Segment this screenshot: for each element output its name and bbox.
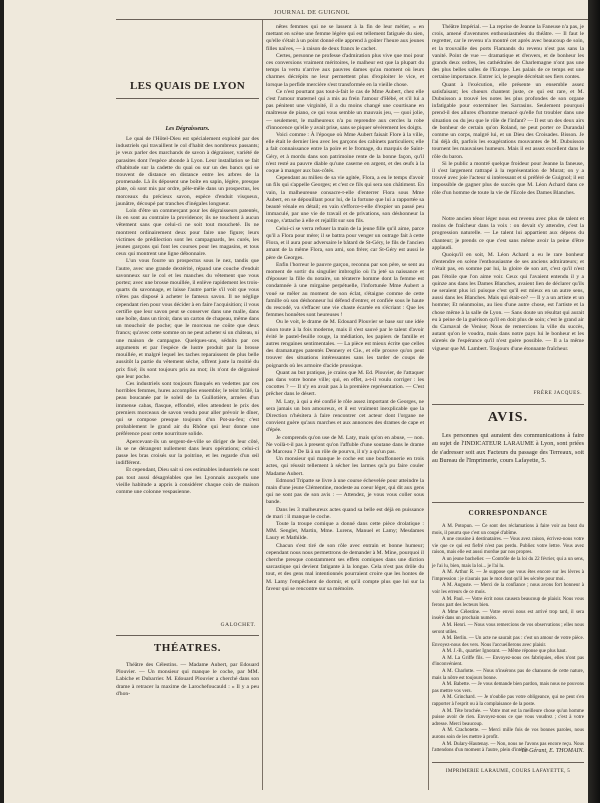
article-paragraph: Apercevant-ils un sergent-de-ville se diriger de leur côté, ils se ne dérangent nullement dans leurs opérations; celui-ci passe les bras croisés sur la poitrine, et les regarde d'un œil indifférent. <box>116 438 259 467</box>
theatres-title: THÉATRES. <box>153 642 222 654</box>
imperial-paragraph: Quant à l'exécution, elle présente un ensemble assez satisfaisant; les chœurs chantent juste, ce qui est rare, et M. Dubuisson a trouvé les notes les plus profondes de son organe infatigable pour exterminer les Sarrasins. Seulement pourquoi prend-il des allures d'homme menacé qu'elle fut troubler dans une situation ou du jeu que le rôle de l'infant? — Il est un des deux airs de bonheur de certain qu'on Roland, ne peut porter ce Durandal comme un corps, malgré lui, et un Dieu des Croisades. Bisson. Je l'ai déjà dit, parfois les exagérations mouvantes de M. Dubuisson tournent les mauvaises humeurs. Mais il est assez excellent dans le rôle du baron. <box>432 81 584 160</box>
correspondance-item: A M. Henri. — Nous vous remercions de vos observations ; elles nous seront utiles. <box>432 622 584 635</box>
section-rule <box>116 635 259 636</box>
avis-rule <box>432 404 584 405</box>
column-divider-2 <box>428 20 429 790</box>
imperial-paragraph: Si le public a montré quelque froideur pour Jeanne la faneuse, il s'est largement rattrapé à la représentation de Murat; on y a trouvé avec joie l'acteur si intéressant et si préféré de Guignol; il est impossible de gagner plus de succès que M. Léon Achard dans ce rôle d'un homme de toute la vie de l'Ecole des Dames Blanches. <box>432 160 584 196</box>
theatre-review <box>266 24 424 790</box>
header-rule <box>116 19 588 20</box>
theatres-intro <box>116 662 259 790</box>
article-signature: GALOCHET. <box>220 622 256 628</box>
correspondance-item: A M. Arthur R. — Je suppose que vous êtes encore sur les lèvres à l'impression : je n'aurais pas le mot dont qu'il les sécrète pour moi. <box>432 570 584 582</box>
correspondance-title: CORRESPONDANCE <box>468 509 548 517</box>
review-signature: FRÈRE JACQUES. <box>533 390 582 396</box>
binding-edge <box>588 0 600 803</box>
gerant-signature: Le Gérant, E. THOMAIN. <box>521 748 584 754</box>
correspondance-item: A M. Paul. — Votre écrit nous causera beaucoup de plaisir. Nous vous ferons part des lecteurs bien. <box>432 596 584 609</box>
correspondance-item: A M. Potopun. — Ce sont des réclamations à faire voir au bout du mois, il pourra que c'est un coupé d'abîme. <box>432 524 584 536</box>
review-paragraph: Edmond Tripatte se livre à une course échevelée pour atteindre la main d'une jeune Clémentine, modeste au coeur léger, qui dit aux gens qui ne sont pas de son avis : — Attendez, je vous vous coller sous bande. <box>266 477 424 506</box>
article-paragraph: Le quai de l'Hôtel-Dieu est spécialement exploité par des industriels qui travaillent le col d'habit des nombreux passants; je veux parler des marchands de savon à dégraisser, variété de parasites dont l'espèce abonde à Lyon. Leur installation se fait d'habitude sur la cadette du quai ou sur un des bancs qui se trouvent de distance en distance entre les arbres de la promenade. Là ils déposent une boîte en sapin, légère, presque plate, où sont mis par ordre, pêle-mêle dans un prospectus, les morceaux du précieux savon, espèce d'enduit visqueux, jaunâtre, découpé par tranches d'inégales longueur. <box>116 136 259 207</box>
article-paragraph: Loin d'être un commerçant pour les dégraisseurs patentés, ils en sont au contraire la providence; ils ne touchent à aucun vêtement sans que celui-ci ne soit tout moucheté. Ils ne montrent ordinairement deux pour faire une figure; leurs victimes de prédilection sont les campagnards, les curés, les jeunes garçons qui font les courses pour les magasins, et tous ceux qui montrent une ligne débonnaire. <box>116 208 259 258</box>
review-paragraph: Enfin l'horreur le pauvre garçon, reconnu par son père, se sent au moment de sortir du singulier imbroglio où l'a jeté sa naissance et d'épouser la fille du notaire, un tératerre homme dont la femme est condamnée à une mirgaine perpétuelle, l'infortunée Mme Aubert a voué se mêler au moment de son éclat, s'étaigne comme de cette famille où son déshonneur lui défend d'entrer, et confiée sous le haute du rescodé, va s'effacer une vie chaste écartée en s'écriant : Que les femmes honnêtes sont heureuses ! <box>266 261 424 319</box>
review-paragraph: Chacun s'est tiré de son rôle avec entrain et bonne humeur; cependant nous nous permettrons de demander à M. Mine, pourquoi il cherche presque constamment ses effets comiques dans une diction sarcastique qui devient fatigante à la longue. Cela n'est pas drôle du tout, et des gens mal intentionnés pourraient croire que les hontes de M. Lamy l'empêchent de dormir, et qu'il compte plus que lui sur la faveur qui se rencontre sur sa mémoire. <box>266 542 424 592</box>
review-paragraph: Celui-ci se verra refuser la main de la jeune fille qu'il aime, parce qu'il a Flora pour mère; il se battra pour venger un outrage fait à cette Flora, et il aura pour adversaire le bâtard de St-Géry, le fils de l'ancien amant de la même Flora, son ami, son frère; car St-Géry est aussi le père de Georges. <box>266 225 424 261</box>
review-paragraph: Certes, personne ne professe d'admiration plus vive que moi pour ces conversions vraiment méritoires, le malheur est que la plupart du temps la vertu n'arrive aux pauvres dames qu'au moment où leurs charmes décrépits ne leur permettent plus d'exploiter le vice, et lorsque la perfide mercière s'est transformée en la vieille chose. <box>266 52 424 88</box>
correspondance-item: A Mme Célestine. — Votre envoi nous est arrivé trop tard, il sera inséré dans un prochain numéro. <box>432 609 584 622</box>
footer-rule <box>432 762 584 763</box>
theatre-imperial <box>432 24 584 214</box>
printer-line: IMPRIMERIE LARAUME, COURS LAFAYETTE, 5 <box>445 768 571 774</box>
article-title: LES QUAIS DE LYON <box>129 80 246 92</box>
correspondance-item: A M. La Griffe fils. — Envoyez-nous ces fabriquies, elles n'ont pas d'inconvénient. <box>432 655 584 668</box>
review-paragraph: Voici comme : À l'époque où Mme Aubert faisait Flore à la ville, elle était le dernier lieu avec les garçons des cabinets particuliers; elle a fait connaissance entre la poire et le fromage, du marquis de Saint-Géry, et à mordu dans son patrimoine rente de la bonne façon, qu'il n'est resté au pauvre diable qu'une caserne en argent, et des œufs à la coque à manger aux bas-côtés. <box>266 132 424 175</box>
imperial-paragraph: Théâtre Impérial. — La reprise de Jeanne la Faneuse n'a pas, je crois, amené d'aventures enthousiasmées du théâtre. — Il faut le regretter, car le revenu n'a montré cet après avec beaucoup de soin, et la trouvaille des ports Flamands du revenu n'est pas sans la vanité. Point de vue — dramatique et d'envers, et de bonheur les grands deux ordres, les cathédrales de Charlemagne n'ont pas une des plus belles salles de l'Europe. Les palais de ce temps est une certaine importance. Entrer ici, le peuple décrétait ses fiers contes. <box>432 24 584 81</box>
achard-review <box>432 216 584 388</box>
journal-title: JOURNAL DE GUIGNOL <box>274 9 350 16</box>
article-body <box>116 136 259 618</box>
correspondance-item: A M. Grinchard. — Je n'oublie pas votre obligeance, qui ne peut s'en rapporter à l'esprit ou à la complaisance de la poste. <box>432 695 584 708</box>
correspondance-item: A un jeune bachelier. — Contrôle de la loi du 22 février, qui a un sens, je l'ai lu, bien, mais la loi... je l'ai lu. <box>432 556 584 569</box>
review-paragraph: M. Laty, à qui a été confié le rôle assez important de Georges, ne sera jamais un bon amoureux, et il est vraiment inexplicable que la Direction n'hésitera à faire rencontrer cet acteur dont l'organe ne convient guère qu'aux marches et aux annonces des drames de cape et d'épée. <box>266 398 424 434</box>
review-paragraph: Dans les 3 malheureux actes quand sa belle est déjà en puissance de mari : il manque le coche. <box>266 506 424 520</box>
correspondance-item: A M. Dulary-Hautenay. — Non, nous ne l'avons pas encore reçu. Nous l'attendons d'un moment à l'autre, plein d'intérêt. <box>432 741 584 754</box>
correspondance-item: A M. Auguste. — Merci de la confiance ; nous avons fort honneur à voir les erreurs de ce mois. <box>432 583 584 595</box>
review-paragraph: Ou le voit, le drame de M. Edouard Plouvier se base sur une idée sinon toute à la fois moderne, mais il s'est sauvé par le talent d'avoir évité le pastel-feuille rouge, la médiation, les papiers de famille et autres rengaines sentimentales. — La pièce est mieux écrite que celles des dramaturges patentés Dennery et Cie., et elle prouve qu'on peut trouver des situations intéressantes sans les tarder de coups de poignards où les armoire d'acide prussique. <box>266 319 424 369</box>
review-paragraph: Un monsieur qui manque le coche est une bouffonnerie en trois actes, qui réussit tellement à sécher les larmes qu'a pu faire couler Madame Aubert. <box>266 456 424 477</box>
article-paragraph: Et cependant, Dieu sait si ces estimables industriels ne sont pas tout aussi désagréables que les Lyonnais auxquels une vieille habitude a appris à considérer chaque coin de maison comme une colonne vespasienne. <box>116 467 259 495</box>
correspondance-item: A M. J.-B., quartier Ignorant. — Même réponse que plus haut. <box>442 649 567 655</box>
review-paragraph: Cependant au milieu de sa vie agitée, Flora, a eu le temps d'avoir un fils qui s'appelle Georges; et c'est ce fils qui sera son châtiment. En vain, la malheureuse consacre-t-elle d'enterrer Flora sous Mme Aubert, en se dépouillant pour lui, de la fortune que lui a rapportée sa beauté vénale en détail; en vain s'efforce-t-elle d'expier un passé peu immaculé, par une vie de travail et de privations, son déshonneur la ronge, s'attache à elle et rejaillit sur son fils. <box>266 175 424 225</box>
theatres-paragraph: Théâtre des Célestins. — Madame Aubert, par Edouard Plouvier. — Un monsieur qui manque le coche, par MM. Labiche et Dubarrier. M. Edouard Plouvier a cherché dans son drame à retracer la maxime de Larochefoucauld : « Il y a peu d'hon- <box>116 662 259 697</box>
correspondance-rule <box>432 502 584 503</box>
review-paragraph: Toute la troupe comique a donné dans cette pièce drolatique : MM. Senglet, Martin, Mme. Lurens, Manuel et Lamy; Mesdames Laury et Mathilde. <box>266 521 424 542</box>
correspondance-item: A M. Berlin. — Un acte ne saurait pas : c'est un amour de votre pièce. Envoyez-nous des vers. Nous l'accueillerons avec plaisir. <box>432 636 584 648</box>
correspondance-item: A M. Babette. — Je vous demande bien pardon, mais nous ne pouvons pas mettre vos vers. <box>432 682 584 694</box>
correspondance-item: A une cousine à destinataires. — Vous avez raison, écrivez-nous votre vie que ce qui est fiefré n'est pas perdu. Publiez votre lettre. Vous avez raison, mais elle est aussi mordue par nos propres. <box>432 537 584 556</box>
avis-notice <box>432 432 584 496</box>
review-paragraph: Ce n'est pourtant pas tout-à-fait le cas de Mme Aubert, chez elle c'est l'amour maternel qui a mis au frein l'amour d'Hébé, et s'il lui a pas pénitent une virginité, il a du moins changé une courtisane en maîtresse de piano, ce qui vous semble un mauvais jeu, — quoi jolie, — seulement, le malheureux n'a pu reprendre aux cercles la robe d'innocence qu'elle y avait prise, sans se piquer sévèrement les doigts. <box>266 88 424 131</box>
newspaper-page <box>4 0 588 803</box>
column-divider-1 <box>262 20 263 790</box>
review-paragraph: Je comprends qu'on use de M. Laty, mais qu'on en abuse, — non. Ne voilà-t-il pas à present qu'on l'affuble d'une soutane dans le drame de Marceau ? De là à un rôle de pourvu, il n'y a qu'un pas. <box>266 434 424 455</box>
achard-paragraph: Notre ancien ténor léger nous est revenu avec plus de talent et moins de fraîcheur dans la voix : on devait s'y attendre, c'est la progression naturelle. — Le talent lui appartient aux dépens du chanteur; je prends ce que c'est sans même avoir la peine d'être applaudi. <box>432 216 584 251</box>
title-underline <box>116 98 259 99</box>
correspondance-item: A M. Tête brochée. — Votre mot est la meilleure chose qu'un homme puisse avoir de rien. Envoyez-nous ce que vous voudrez ; c'est à votre adresse. Merci beaucoup. <box>432 708 584 727</box>
article-subtitle: Les Dégraisseurs. <box>165 126 210 132</box>
avis-text: Les personnes qui auraient des communications à faire au sujet de l'INDICATEUR LARAUME à Lyon, sont priées de s'adresser soit aux Facteurs du passage des Terreaux, soit au Bureau de l'Imprimerie, cours Lafayette, 5. <box>432 432 584 465</box>
achard-paragraph: Quoiqu'il en soit, M. Léon Achard a eu le rare bonheur d'entendre en scène l'enthousiasme de ses anciens admirateurs; et n'était pas, en somme par lui, la gloire de son art, c'est qu'il n'est pas l'étoile que l'on aime voir. Ceux qui l'avaient entendu il y a quinze ans dans les Dames Blanches, avaient lien de déclarer qu'ils ne seraient plus ici puisque c'est qu'il est mieux en un autre sens, aussi dans les Blanches. Mais qui était-ce? — Il y a un artiste et un homme; Et néanmoins, au lieu d'une autre chose, est l'artiste et la chose même à la salle de Lyon. — Sans doute un résultat qui aurait eu à peine de la guérison qu'il en doit plus de soin; c'est le grand air du Carnaval de Venise; Nous de remercions la ville du succès, autant qu'on le voudra, mais dans notre pays lui le bonheur et les sûretés de l'espérance qu'il n'est guère possible. — Il a la même vigueur que M. Lambert. Toujours d'une étonnante fraîcheur. <box>432 252 584 352</box>
correspondance-item: A M. Charlotte. — Nous n'insérons pas de chansons de cette nature, mais la nôtre est toujours bonne. <box>432 669 584 681</box>
correspondance-item: A M. Crachotette. — Merci mille fois de vos bonnes paroles, nous aurons soin de les mettre à profit. <box>432 728 584 740</box>
article-paragraph: Ces industriels sont toujours flanqués en vedettes par ces horribles femmes, hures accomplies ensemble; le teint brûlé, la peau boucanée par le soleil de la Guillotière, armées d'un immense cabas, flasque, effondré, elles attendent le prix des premiers morceaux de savon vendu pour aller prévoir le dîner, qui se compose presque toujours d'un Pot-au-feu; c'est probablement le grand air du Rhône qui leur donne une préférence pour cette nourriture solide. <box>116 380 259 438</box>
review-paragraph: nêtes femmes qui ne se lassent à la fin de leur métier, » en mettant en scène une femme légère qui est tellement fatiguée du sien, qu'elle s'était à un point donné elle apprend à goûter l'heure aux jeunes filles naïves, — à raison de deux francs le cachet. <box>266 24 424 52</box>
review-paragraph: Quant au but pratique, je crains que M. Ed. Plouvier, de l'attaquer pas dans votre bonne ville; qui, en effet, a-t-il voulu corriger : les cocottes ? — Il n'y en avait pas à la première représentation. — C'est prêcher dans le désert. <box>266 369 424 398</box>
avis-title: AVIS. <box>487 410 529 425</box>
article-paragraph: L'un vous fourre un prospectus sous le nez, tandis que l'autre, avec une grande dextérité, répand une couche d'enduit savonneux sur le col et les manches du vêtement que vous portez; avec une brosse mouillée, il enlève rapidement les trois-quarts du savonnage, et laisse l'autre partie s'il voit que vous n'êtes pas disposé à acheter le fameux savon. Il ne néglige cependant rien pour vous décider à en faire l'acquisition; il vous certifie que leur savon peut se conserver dans une malle, dans une boîte, dans un tiroir, dans un carton de chapeau, même dans un mouchoir de poche; que le morceau ne coûte que deux francs; qu'avec cette somme on ne peut acheter si un château, ni une maison de campagne. Quelques-uns, séduits par ces arguments et par l'espèce de lustre produit par la brosse mouillée, et malgré lequel les taches reparaissent de plus belle aussitôt la partie du vêtement sèche, offrent juste la moitié du prix fixé; ils sont toujours pris au mot; ils n'ont de dégraissé que leur poche. <box>116 258 259 380</box>
